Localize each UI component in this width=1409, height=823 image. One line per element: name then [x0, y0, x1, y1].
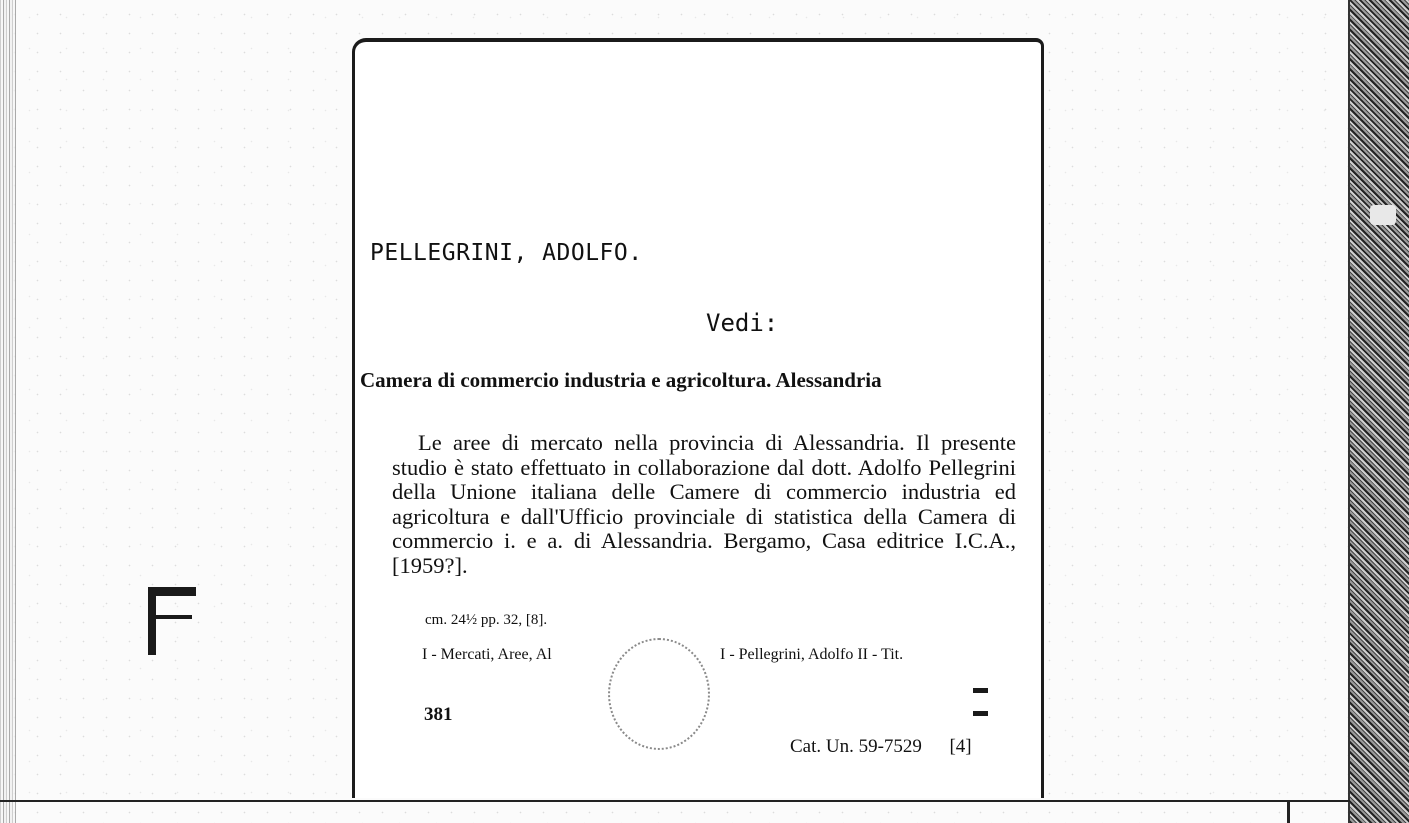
entry-title: Camera di commercio industria e agricoltura. Alessandria — [360, 368, 882, 392]
entry-body — [392, 431, 1016, 578]
dash-mark — [973, 711, 988, 716]
catalog-suffix: [4] — [949, 736, 972, 757]
entry-body-text: Le aree di mercato nella provincia di Alessandria. Il presente studio è stato effettuato in collaborazione dal dott. Adolfo Pellegrini della Unione italiana delle Camere di commercio industria ed agricoltura e dall'Ufficio provinciale di statistica della Camera di commercio i. e a. di Alessandria. Bergamo, Casa editrice I.C.A., [1959?]. — [392, 430, 1016, 578]
see-reference-label: Vedi: — [706, 309, 779, 337]
card-heading: PELLEGRINI, ADOLFO. — [370, 240, 643, 266]
dash-mark — [973, 688, 988, 693]
tracings-subject: I - Mercati, Aree, Al — [422, 646, 552, 663]
bottom-rule-line — [0, 800, 1350, 802]
card-punch-hole — [608, 638, 710, 750]
margin-marker-f — [148, 585, 200, 657]
catalog-number: Cat. Un. 59-7529 — [790, 736, 922, 757]
scan-left-edge — [0, 0, 16, 823]
scan-right-edge — [1348, 0, 1409, 823]
tracings-added-entries: I - Pellegrini, Adolfo II - Tit. — [720, 646, 904, 663]
collation-line: cm. 24½ pp. 32, [8]. — [425, 612, 548, 628]
catalog-number-line — [790, 736, 972, 758]
bottom-rule-tick — [1287, 800, 1290, 823]
card-number: 381 — [424, 704, 453, 725]
